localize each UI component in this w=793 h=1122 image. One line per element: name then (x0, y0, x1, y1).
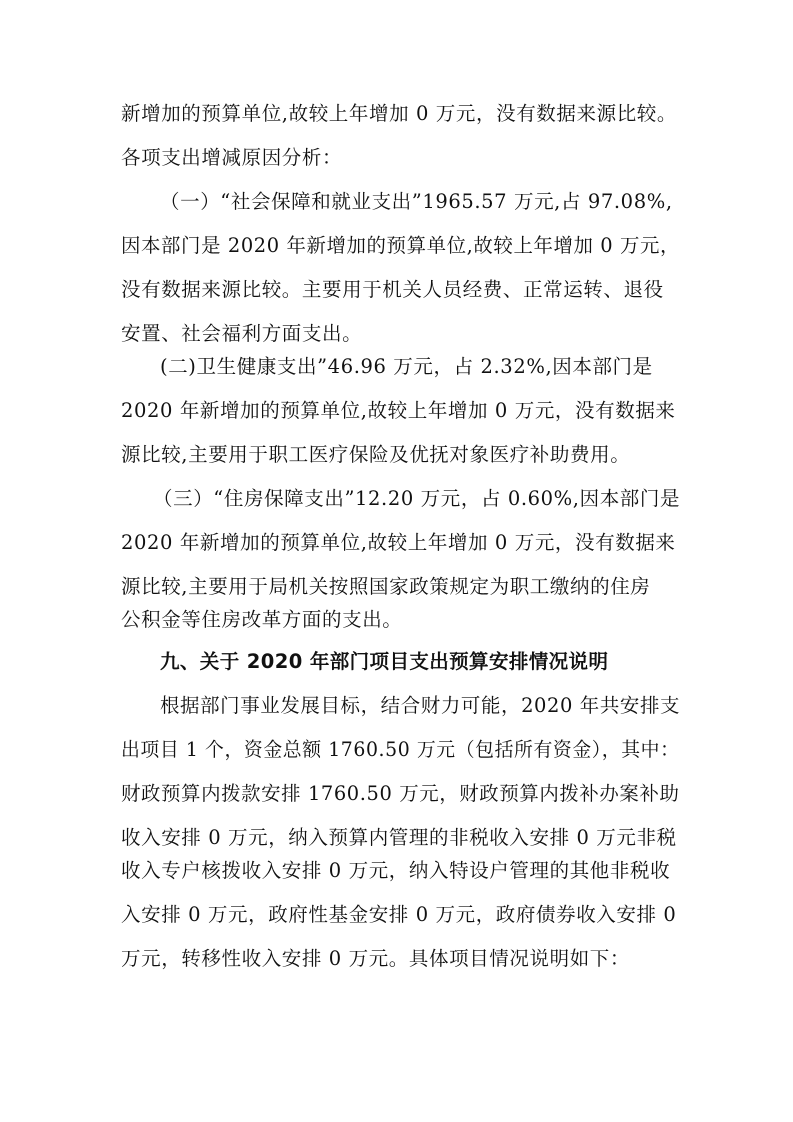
text-line-10: （三）“住房保障支出”12.20 万元，占 0.60%,因本部门是 (153, 487, 681, 510)
text-line-2: 各项支出增减原因分析： (121, 146, 343, 169)
text-line-9: 源比较,主要用于职工医疗保险及优抚对象医疗补助费用。 (121, 443, 631, 466)
text-line-4: 因本部门是 2020 年新增加的预算单位,故较上年增加 0 万元， (121, 234, 681, 257)
text-line-20: 入安排 0 万元，政府性基金安排 0 万元，政府债券收入安排 0 (121, 903, 677, 926)
text-line-7: (二)卫生健康支出”46.96 万元，占 2.32%,因本部门是 (160, 355, 653, 378)
section-heading: 九、关于 2020 年部门项目支出预算安排情况说明 (160, 650, 609, 673)
text-line-21: 万元，转移性收入安排 0 万元。具体项目情况说明如下： (121, 947, 631, 970)
text-line-19: 收入专户核拨收入安排 0 万元，纳入特设户管理的其他非税收 (121, 859, 671, 882)
text-line-15: 根据部门事业发展目标，结合财力可能，2020 年共安排支 (160, 694, 681, 717)
text-line-18: 收入安排 0 万元，纳入预算内管理的非税收入安排 0 万元非税 (121, 826, 677, 849)
text-line-16: 出项目 1 个，资金总额 1760.50 万元（包括所有资金），其中： (121, 738, 680, 761)
text-line-12: 源比较,主要用于局机关按照国家政策规定为职工缴纳的住房 (121, 575, 651, 598)
text-line-1: 新增加的预算单位,故较上年增加 0 万元，没有数据来源比较。 (121, 102, 678, 125)
text-line-6: 安置、社会福利方面支出。 (121, 322, 363, 345)
text-line-17: 财政预算内拨款安排 1760.50 万元，财政预算内拨补办案补助 (121, 782, 680, 805)
text-line-11: 2020 年新增加的预算单位,故较上年增加 0 万元，没有数据来 (121, 531, 676, 554)
text-line-5: 没有数据来源比较。主要用于机关人员经费、正常运转、退役 (121, 278, 664, 301)
text-line-3: （一）“社会保障和就业支出”1965.57 万元,占 97.08%, (160, 190, 673, 213)
text-line-13: 公积金等住房改革方面的支出。 (121, 608, 403, 631)
text-line-8: 2020 年新增加的预算单位,故较上年增加 0 万元，没有数据来 (121, 399, 676, 422)
